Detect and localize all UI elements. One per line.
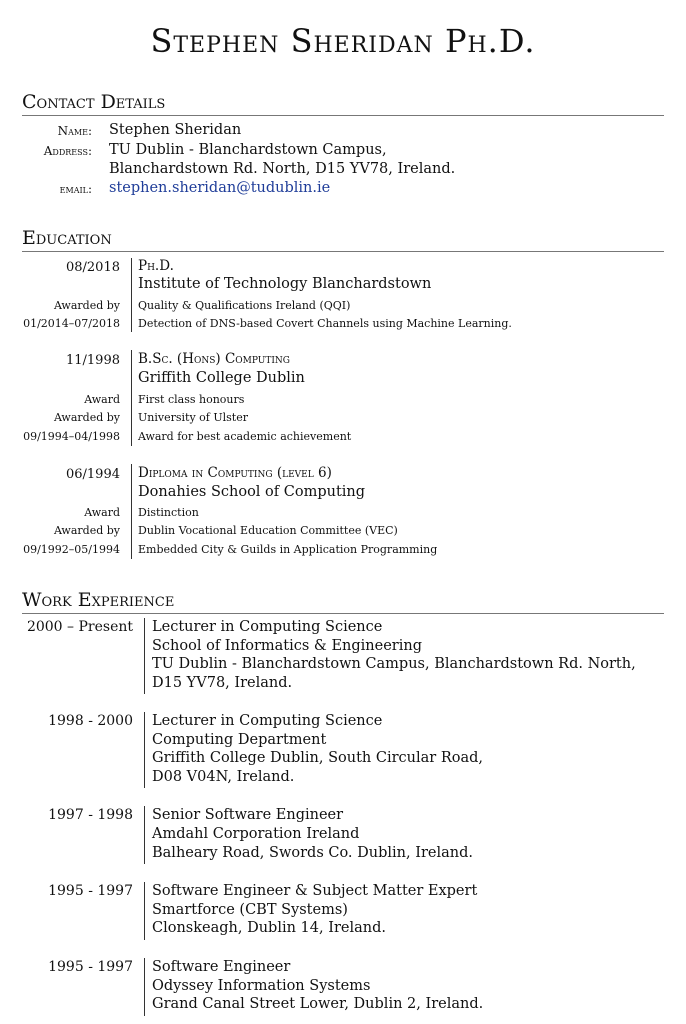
work-divider xyxy=(144,618,145,694)
education-detail-text: First class honours xyxy=(138,393,245,406)
section-heading-education: Education xyxy=(22,226,664,252)
education-institution: Institute of Technology Blanchardstown xyxy=(138,276,432,292)
education-date: 11/1998 xyxy=(65,353,120,368)
contact-address-line2: Blanchardstown Rd. North, D15 YV78, Ireland. xyxy=(109,161,456,177)
work-line: Smartforce (CBT Systems) xyxy=(152,902,348,918)
work-line: D08 V04N, Ireland. xyxy=(152,769,295,785)
education-divider xyxy=(131,350,132,446)
education-degree: Ph.D. xyxy=(138,258,174,274)
work-line: Lecturer in Computing Science xyxy=(152,619,383,635)
education-detail-text: Detection of DNS-based Covert Channels using Machine Learning. xyxy=(138,317,512,330)
work-line: Software Engineer xyxy=(152,959,291,975)
work-date: 1995 - 1997 xyxy=(48,883,133,899)
work-date: 1995 - 1997 xyxy=(48,959,133,975)
work-line: Lecturer in Computing Science xyxy=(152,713,383,729)
contact-email-link[interactable]: stephen.sheridan@tudublin.ie xyxy=(109,180,331,196)
education-degree: B.Sc. (Hons) Computing xyxy=(138,351,290,367)
work-line: Amdahl Corporation Ireland xyxy=(152,826,360,842)
education-institution: Donahies School of Computing xyxy=(138,484,366,500)
education-detail-label: Awarded by xyxy=(53,299,120,312)
section-heading-work: Work Experience xyxy=(22,588,664,614)
work-line: Balheary Road, Swords Co. Dublin, Ireland. xyxy=(152,845,473,861)
page-title: Stephen Sheridan Ph.D. xyxy=(150,22,536,60)
education-detail-label: Award xyxy=(84,506,120,519)
education-detail-label: Awarded by xyxy=(53,411,120,424)
education-detail-label: Awarded by xyxy=(53,524,120,537)
education-date: 06/1994 xyxy=(65,467,120,482)
work-line: D15 YV78, Ireland. xyxy=(152,675,293,691)
education-divider xyxy=(131,464,132,559)
education-detail-text: Embedded City & Guilds in Application Programming xyxy=(138,543,438,556)
work-divider xyxy=(144,806,145,864)
work-line: Grand Canal Street Lower, Dublin 2, Ireland. xyxy=(152,996,484,1012)
work-line: Computing Department xyxy=(152,732,327,748)
education-detail-label: 09/1994–04/1998 xyxy=(23,430,120,443)
education-detail-label: Award xyxy=(84,393,120,406)
work-line: Odyssey Information Systems xyxy=(152,978,371,994)
contact-email-label: email: xyxy=(59,182,92,196)
work-line: TU Dublin - Blanchardstown Campus, Blanchardstown Rd. North, xyxy=(152,656,636,672)
education-detail-text: Distinction xyxy=(138,506,199,519)
work-line: Griffith College Dublin, South Circular Road, xyxy=(152,750,484,766)
education-detail-text: Dublin Vocational Education Committee (VEC) xyxy=(138,524,398,537)
work-line: Senior Software Engineer xyxy=(152,807,344,823)
education-detail-text: Quality & Qualifications Ireland (QQI) xyxy=(138,299,351,312)
work-date: 1997 - 1998 xyxy=(48,807,133,823)
work-divider xyxy=(144,958,145,1016)
education-detail-text: Award for best academic achievement xyxy=(138,430,352,443)
work-date: 1998 - 2000 xyxy=(48,713,133,729)
contact-name: Stephen Sheridan xyxy=(109,122,242,138)
education-detail-text: University of Ulster xyxy=(138,411,248,424)
education-divider xyxy=(131,258,132,332)
work-date: 2000 – Present xyxy=(26,619,133,635)
contact-name-label: Name: xyxy=(57,124,92,138)
education-date: 08/2018 xyxy=(65,260,120,275)
work-line: Software Engineer & Subject Matter Expert xyxy=(152,883,478,899)
work-divider xyxy=(144,882,145,940)
work-divider xyxy=(144,712,145,788)
contact-address-line1: TU Dublin - Blanchardstown Campus, xyxy=(109,142,387,158)
work-line: Clonskeagh, Dublin 14, Ireland. xyxy=(152,920,386,936)
education-detail-label: 01/2014–07/2018 xyxy=(23,317,120,330)
section-heading-contact: Contact Details xyxy=(22,90,664,116)
education-degree: Diploma in Computing (level 6) xyxy=(138,465,332,481)
work-line: School of Informatics & Engineering xyxy=(152,638,422,654)
education-detail-label: 09/1992–05/1994 xyxy=(23,543,120,556)
education-institution: Griffith College Dublin xyxy=(138,370,305,386)
contact-address-label: Address: xyxy=(43,144,92,158)
